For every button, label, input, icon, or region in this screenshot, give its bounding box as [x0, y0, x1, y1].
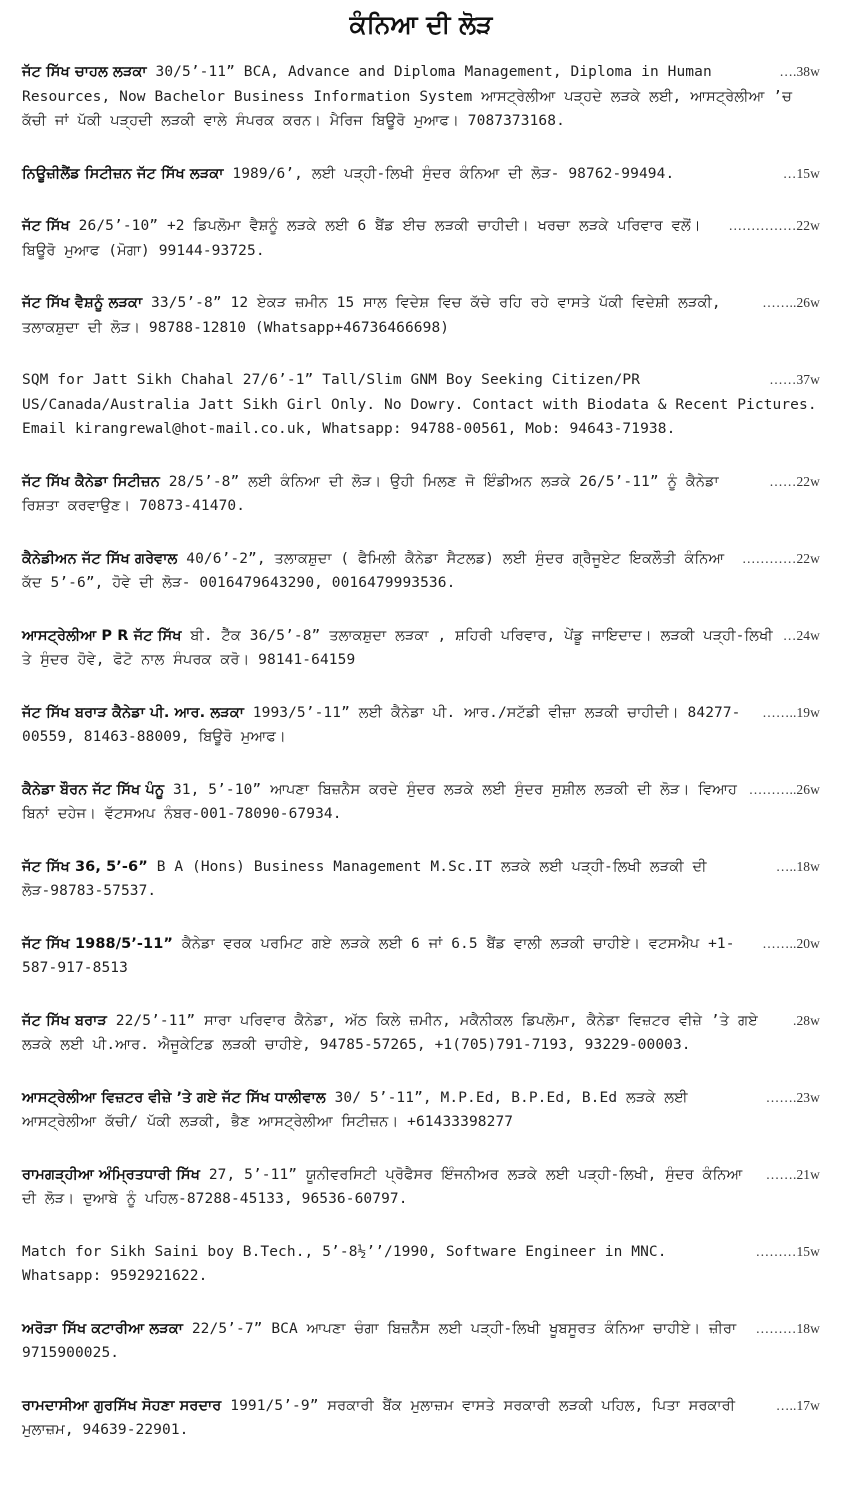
ad-code: ……………22w [728, 218, 820, 233]
classified-ad [22, 1163, 820, 1212]
ad-code: ………..26w [748, 781, 820, 797]
page-title: ਕੰਨਿਆ ਦੀ ਲੋੜ [349, 10, 493, 39]
classified-ad [22, 778, 820, 827]
ad-code: …24w [782, 627, 820, 643]
ad-heading: ਜੱਟ ਸਿੱਖ ਬਰਾੜ [22, 1012, 107, 1029]
ad-heading: ਜੱਟ ਸਿੱਖ [22, 218, 70, 234]
classified-ad [22, 214, 820, 263]
ad-body: 30/5’-11” BCA, Advance and Diploma Management, Diploma in Human Resources, Now Bachelor Business Information System ਆਸਟ੍ਰੇਲੀਆ ਪੜ੍ਹਦੇ ਲੜਕੇ ਲਈ, ਆਸਟ੍ਰੇਲੀਆ ’ਚ ਕੱਚੀ ਜਾਂ ਪੱਕੀ ਪੜ੍ਹਦੀ ਲੜਕੀ ਵਾਲੇ ਸੰਪਰਕ ਕਰਨ। ਮੈਰਿਜ ਬਿਊਰੋ ਮੁਆਫ। 7087373168. [22, 64, 792, 129]
classified-ad [22, 1240, 820, 1289]
ad-body: 31, 5’-10” ਆਪਣਾ ਬਿਜ਼ਨੈਸ ਕਰਦੇ ਸੁੰਦਰ ਲੜਕੇ ਲਈ ਸੁੰਦਰ ਸੁਸ਼ੀਲ ਲੜਕੀ ਦੀ ਲੋੜ। ਵਿਆਹ ਬਿਨਾਂ ਦਹੇਜ। ਵੱਟਸਅਪ ਨੰਬਰ-001-78090-67934. [22, 781, 738, 822]
classified-ad [22, 1317, 820, 1366]
ad-heading: ਰਾਮਗੜ੍ਹੀਆ ਅੰਮ੍ਰਿਤਧਾਰੀ ਸਿੱਖ [22, 1166, 200, 1183]
ad-body: 26/5’-10” +2 ਡਿਪਲੋਮਾ ਵੈਸ਼ਨੂੰ ਲੜਕੇ ਲਈ 6 ਬੈਂਡ ਈਚ ਲੜਕੀ ਚਾਹੀਦੀ। ਖਰਚਾ ਲੜਕੇ ਪਰਿਵਾਰ ਵਲੋਂ। ਬਿਊਰੋ ਮੁਆਫ (ਮੋਗਾ) 99144-93725. [22, 218, 701, 259]
ad-code: ………18w [755, 1320, 820, 1336]
ad-body: 1993/5’-11” ਲਈ ਕੈਨੇਡਾ ਪੀ. ਆਰ./ਸਟੱਡੀ ਵੀਜ਼ਾ ਲੜਕੀ ਚਾਹੀਦੀ। 84277-00559, 81463-88009, ਬਿਊਰੋ ਮੁਆਫ। [22, 704, 741, 745]
ad-body: 28/5’-8” ਲਈ ਕੰਨਿਆ ਦੀ ਲੋੜ। ਉਹੀ ਮਿਲਣ ਜੋ ਇੰਡੀਅਨ ਲੜਕੇ 26/5’-11” ਨੂੰ ਕੈਨੇਡਾ ਰਿਸ਼ਤਾ ਕਰਵਾਉਣ। 70873-41470. [22, 473, 719, 514]
ad-code: .28w [792, 1012, 820, 1028]
ad-code: …….23w [765, 1089, 820, 1105]
ad-heading: ਜੱਟ ਸਿੱਖ 1988/5’-11” [22, 935, 174, 952]
ad-body: 33/5’-8” 12 ਏਕੜ ਜ਼ਮੀਨ 15 ਸਾਲ ਵਿਦੇਸ਼ ਵਿਚ ਕੱਚੇ ਰਹਿ ਰਹੇ ਵਾਸਤੇ ਪੱਕੀ ਵਿਦੇਸ਼ੀ ਲੜਕੀ, ਤਲਾਕਸ਼ੁਦਾ ਦੀ ਲੋੜ। 98788-12810 (Whatsapp+46736466698) [22, 295, 721, 336]
ad-code: ……..20w [762, 935, 820, 951]
ad-heading: ਜੱਟ ਸਿੱਖ ਕੈਨੇਡਾ ਸਿਟੀਜ਼ਨ [22, 473, 160, 490]
ad-body: 22/5’-11” ਸਾਰਾ ਪਰਿਵਾਰ ਕੈਨੇਡਾ, ਅੱਠ ਕਿਲੇ ਜ਼ਮੀਨ, ਮਕੈਨੀਕਲ ਡਿਪਲੋਮਾ, ਕੈਨੇਡਾ ਵਿਜ਼ਟਰ ਵੀਜ਼ੇ ’ਤੇ ਗਏ ਲੜਕੇ ਲਈ ਪੀ.ਆਰ. ਐਜੂਕੇਟਿਡ ਲੜਕੀ ਚਾਹੀਏ, 94785-57265, +1(705)791-7193, 93229-00003. [22, 1012, 758, 1053]
classified-ad [22, 60, 820, 134]
ads-list [22, 60, 820, 1443]
ad-heading: ਜੱਟ ਸਿੱਖ ਬਰਾੜ ਕੈਨੇਡਾ ਪੀ. ਆਰ. ਲੜਕਾ [22, 704, 244, 721]
ad-code: …………22w [742, 550, 820, 566]
ad-heading: ਨਿਊਜ਼ੀਲੈਂਡ ਸਿਟੀਜ਼ਨ ਜੱਟ ਸਿੱਖ ਲੜਕਾ [22, 165, 224, 182]
ad-code: ……22w [769, 473, 820, 489]
classified-ad [22, 1394, 820, 1443]
ad-code: ….38w [779, 64, 820, 79]
ad-body: ਬੀ. ਟੈੱਕ 36/5’-8” ਤਲਾਕਸ਼ੁਦਾ ਲੜਕਾ , ਸ਼ਹਿਰੀ ਪਰਿਵਾਰ, ਪੇਂਡੂ ਜਾਇਦਾਦ। ਲੜਕੀ ਪੜ੍ਹੀ-ਲਿਖੀ ਤੇ ਸੁੰਦਰ ਹੋਵੇ, ਫੋਟੋ ਨਾਲ ਸੰਪਰਕ ਕਰੋ। 98141-64159 [22, 627, 773, 668]
classified-ad [22, 701, 820, 750]
classified-ad [22, 470, 820, 519]
classified-ad [22, 855, 820, 904]
ad-body: Match for Sikh Saini boy B.Tech., 5’-8½’’/1990, Software Engineer in MNC. Whatsapp: 9592921622. [22, 1243, 667, 1284]
classified-ad [22, 291, 820, 340]
ad-body: 30/ 5’-11”, M.P.Ed, B.P.Ed, B.Ed ਲੜਕੇ ਲਈ ਆਸਟ੍ਰੇਲੀਆ ਕੱਚੀ/ ਪੱਕੀ ਲੜਕੀ, ਭੈਣ ਆਸਟ੍ਰੇਲੀਆ ਸਿਟੀਜ਼ਨ। +61433398277 [22, 1089, 688, 1130]
ad-body: SQM for Jatt Sikh Chahal 27/6’-1” Tall/Slim GNM Boy Seeking Citizen/PR US/Canada/Australia Jatt Sikh Girl Only. No Dowry. Contact with Biodata & Recent Pictures. Email kirangrewal@hot-mail.co.uk, Whatsapp: 94788-00561, Mob: 94643-71938. [22, 372, 817, 437]
ad-body: 40/6’-2”, ਤਲਾਕਸ਼ੁਦਾ ( ਫੈਮਿਲੀ ਕੈਨੇਡਾ ਸੈਟਲਡ) ਲਈ ਸੁੰਦਰ ਗ੍ਰੈਜੂਏਟ ਇਕਲੌਤੀ ਕੰਨਿਆ ਕੱਦ 5’-6”, ਹੋਵੇ ਦੀ ਲੋੜ- 0016479643290, 0016479993536. [22, 550, 725, 591]
ad-heading: ਅਰੋੜਾ ਸਿੱਖ ਕਟਾਰੀਆ ਲੜਕਾ [22, 1320, 184, 1337]
classified-ad [22, 1009, 820, 1058]
ad-heading: ਜੱਟ ਸਿੱਖ ਚਾਹਲ ਲੜਕਾ [22, 64, 147, 80]
ad-heading: ਜੱਟ ਸਿੱਖ 36, 5’-6” [22, 858, 148, 875]
ad-code: ………15w [755, 1243, 820, 1259]
ad-heading: ਕੈਨੇਡੀਅਨ ਜੱਟ ਸਿੱਖ ਗਰੇਵਾਲ [22, 550, 178, 567]
classified-ad [22, 368, 820, 442]
ad-code: ……..26w [762, 295, 820, 310]
ad-code: …….21w [765, 1166, 820, 1182]
ad-code: ……..19w [762, 704, 820, 720]
classified-ad [22, 162, 820, 187]
ad-code: …..18w [775, 858, 820, 874]
classified-ad [22, 547, 820, 596]
ad-heading: ਕੈਨੇਡਾ ਬੌਰਨ ਜੱਟ ਸਿੱਖ ਪੰਨੂ [22, 781, 165, 798]
ad-code: …15w [782, 165, 820, 181]
ad-body: 22/5’-7” BCA ਆਪਣਾ ਚੰਗਾ ਬਿਜ਼ਨੈੱਸ ਲਈ ਪੜ੍ਹੀ-ਲਿਖੀ ਖੂਬਸੂਰਤ ਕੰਨਿਆ ਚਾਹੀਏ। ਜ਼ੀਰਾ 9715900025. [22, 1320, 737, 1361]
ad-code: …..17w [775, 1397, 820, 1413]
ad-body: ਕੈਨੇਡਾ ਵਰਕ ਪਰਮਿਟ ਗਏ ਲੜਕੇ ਲਈ 6 ਜਾਂ 6.5 ਬੈਂਡ ਵਾਲੀ ਲੜਕੀ ਚਾਹੀਏ। ਵਟਸਐਪ +1-587-917-8513 [22, 935, 735, 976]
ad-body: 27, 5’-11” ਯੂਨੀਵਰਸਿਟੀ ਪ੍ਰੋਫੈਸਰ ਇੰਜਨੀਅਰ ਲੜਕੇ ਲਈ ਪੜ੍ਹੀ-ਲਿਖੀ, ਸੁੰਦਰ ਕੰਨਿਆ ਦੀ ਲੋੜ। ਦੁਆਬੇ ਨੂੰ ਪਹਿਲ-87288-45133, 96536-60797. [22, 1166, 743, 1207]
classified-ad [22, 624, 820, 673]
classified-ad [22, 932, 820, 981]
ad-heading: ਆਸਟ੍ਰੇਲੀਆ P R ਜੱਟ ਸਿੱਖ [22, 627, 182, 644]
ad-heading: ਰਾਮਦਾਸੀਆ ਗੁਰਸਿੱਖ ਸੋਹਣਾ ਸਰਦਾਰ [22, 1397, 222, 1414]
ad-code: ……37w [769, 372, 820, 387]
classified-ad [22, 1086, 820, 1135]
ad-body: 1989/6’, ਲਈ ਪੜ੍ਹੀ-ਲਿਖੀ ਸੁੰਦਰ ਕੰਨਿਆ ਦੀ ਲੋੜ- 98762-99494. [223, 165, 675, 182]
ad-body: B A (Hons) Business Management M.Sc.IT ਲੜਕੇ ਲਈ ਪੜ੍ਹੀ-ਲਿਖੀ ਲੜਕੀ ਦੀ ਲੋੜ-98783-57537. [22, 858, 707, 899]
ad-heading: ਜੱਟ ਸਿੱਖ ਵੈਸ਼ਨੂੰ ਲੜਕਾ [22, 295, 143, 311]
ad-heading: ਆਸਟ੍ਰੇਲੀਆ ਵਿਜ਼ਟਰ ਵੀਜ਼ੇ ’ਤੇ ਗਏ ਜੱਟ ਸਿੱਖ ਧਾਲੀਵਾਲ [22, 1089, 326, 1106]
ad-body: 1991/5’-9” ਸਰਕਾਰੀ ਬੈਂਕ ਮੁਲਾਜ਼ਮ ਵਾਸਤੇ ਸਰਕਾਰੀ ਲੜਕੀ ਪਹਿਲ, ਪਿਤਾ ਸਰਕਾਰੀ ਮੁਲਾਜ਼ਮ, 94639-22901. [22, 1397, 736, 1438]
